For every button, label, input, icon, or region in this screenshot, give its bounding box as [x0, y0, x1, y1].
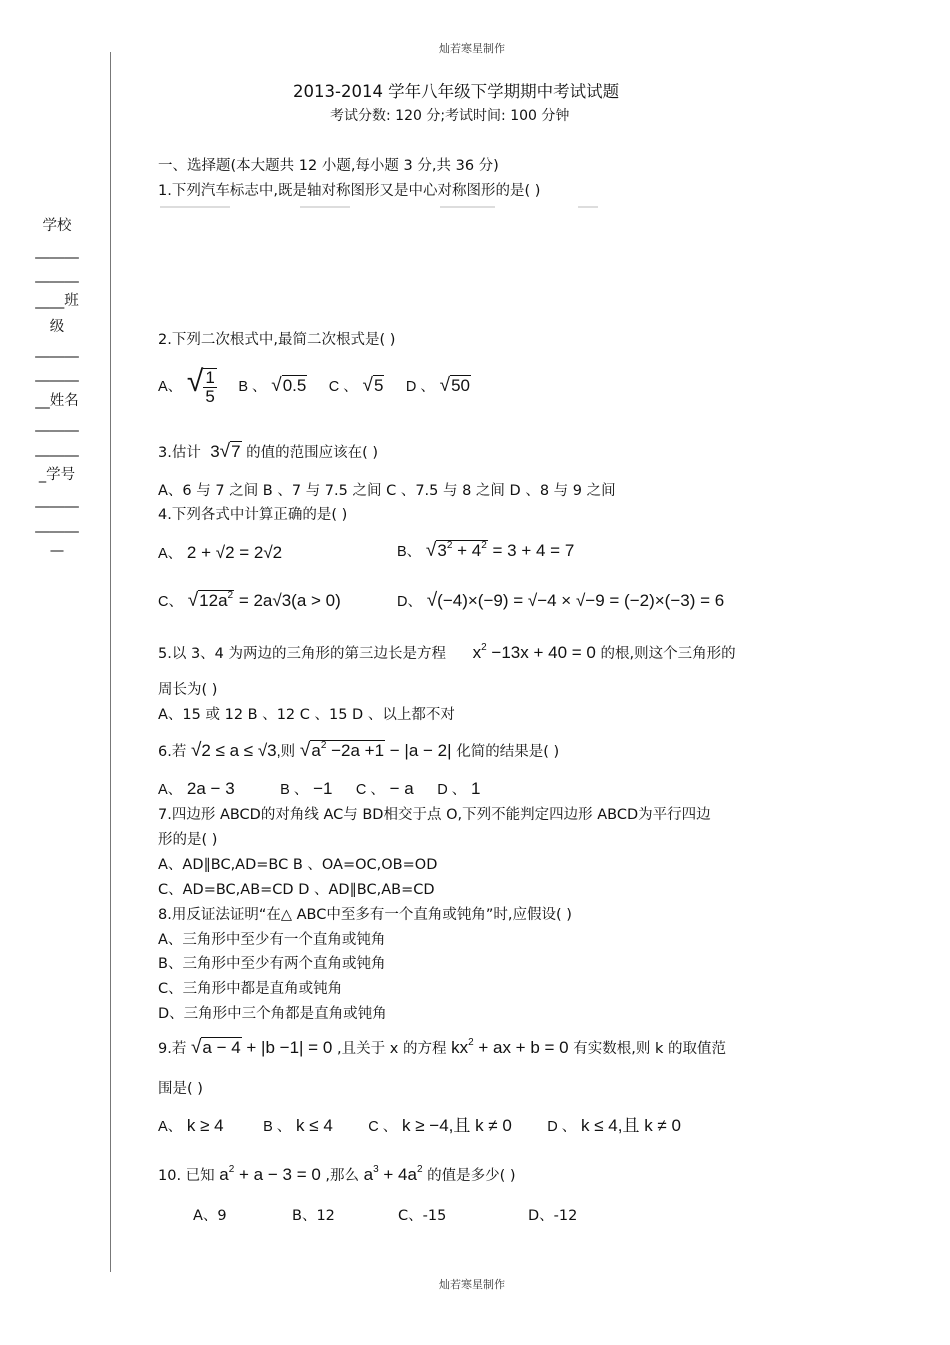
- radicand: 0.5: [282, 376, 307, 395]
- question-4-option-d: [397, 590, 724, 612]
- question-10-option-c: C、-15: [398, 1208, 447, 1224]
- question-4-option-c: [158, 590, 341, 612]
- option-d-value: k ≤ 4,且 k ≠ 0: [581, 1116, 681, 1135]
- page-title: 2013-2014 学年八年级下学期期中考试试题: [293, 82, 620, 101]
- question-7-options-cd: C、AD=BC,AB=CD D 、AD∥BC,AB=CD: [158, 882, 435, 898]
- option-b-label: B 、: [280, 782, 309, 798]
- radicand: [198, 590, 234, 610]
- radical-sign: √: [187, 590, 199, 611]
- sidebar-dash: —: [49, 543, 65, 559]
- radical-sign: √: [190, 740, 202, 761]
- question-2-options: [158, 365, 471, 406]
- radicand: a − 4: [202, 1038, 241, 1057]
- sidebar-student-id: _学号: [38, 467, 76, 483]
- question-10-option-d: D、-12: [528, 1208, 578, 1224]
- question-4-option-a: [158, 542, 282, 563]
- question-9-connector: ,且关于 x 的方程: [337, 1041, 447, 1057]
- radical-sign: √: [219, 441, 231, 462]
- question-10-suffix: 的值是多少( ): [427, 1168, 516, 1184]
- absolute-term: − |a − 2|: [389, 741, 452, 760]
- question-7-options-ab: A、AD∥BC,AD=BC B 、OA=OC,OB=OD: [158, 857, 438, 873]
- exponent: 2: [481, 642, 487, 653]
- header-watermark: 灿若寒星制作: [439, 42, 505, 55]
- question-8-option-b: B、三角形中至少有两个直角或钝角: [158, 956, 386, 972]
- exponent: 2: [446, 540, 453, 551]
- coefficient: 3: [210, 442, 220, 461]
- question-9: [158, 1037, 726, 1059]
- logo-placeholder: [300, 206, 350, 208]
- term: + 4a: [378, 1165, 417, 1184]
- option-a-math: 2 + √2 = 2√2: [186, 543, 283, 562]
- option-d-label: D 、: [547, 1119, 577, 1135]
- question-7-cont: 形的是( ): [158, 832, 218, 848]
- radical-sign: √: [425, 540, 437, 561]
- question-7: 7.四边形 ABCD的对角线 AC与 BD相交于点 O,下列不能判定四边形 ABCD为平行四边: [158, 807, 711, 823]
- question-10-equation: [219, 1165, 321, 1184]
- radicand: 5: [373, 376, 384, 395]
- option-b-label: B 、: [263, 1119, 292, 1135]
- question-6: [158, 740, 559, 762]
- option-d-label: D 、: [437, 782, 467, 798]
- option-d-math: (−4)×(−9) = √−4 × √−9 = (−2)×(−3) = 6: [437, 591, 725, 610]
- absolute-term: + |b −1| = 0: [241, 1038, 333, 1057]
- question-10-option-a: A、9: [193, 1208, 227, 1224]
- equation-rest: −13x + 40 = 0: [486, 643, 596, 662]
- question-9-options: [158, 1111, 681, 1136]
- radicand: [436, 540, 487, 560]
- question-9-cont: 围是( ): [158, 1081, 203, 1097]
- sidebar-blank: ______: [35, 416, 79, 432]
- question-3-suffix: 的值的范围应该在( ): [246, 445, 379, 461]
- exponent: 3: [373, 1164, 379, 1175]
- sidebar-blank: ______: [35, 492, 79, 508]
- variable: a: [219, 1165, 229, 1184]
- question-9-prefix: 9.若: [158, 1041, 187, 1057]
- question-9-equation: [451, 1038, 569, 1057]
- exponent: 2: [481, 540, 487, 551]
- sidebar-blank: ______: [35, 342, 79, 358]
- radical-sign: √: [299, 740, 311, 761]
- question-9-math: [191, 1038, 337, 1057]
- radical-sign: √: [439, 375, 451, 396]
- variable: x: [472, 643, 482, 662]
- question-5-options: A、15 或 12 B 、12 C 、15 D 、以上都不对: [158, 707, 455, 723]
- question-3-prefix: 3.估计: [158, 445, 201, 461]
- option-c-label: C、: [158, 594, 183, 610]
- question-5-cont: 周长为( ): [158, 682, 218, 698]
- logo-placeholder: [440, 206, 495, 208]
- footer-watermark: 灿若寒星制作: [439, 1278, 505, 1291]
- sidebar-blank: ______: [35, 517, 79, 533]
- term: kx: [451, 1038, 469, 1057]
- question-10-prefix: 10. 已知: [158, 1168, 215, 1184]
- question-4-option-b: [397, 540, 574, 562]
- option-a-label: A、: [158, 782, 183, 798]
- option-b-value: k ≤ 4: [296, 1116, 333, 1135]
- term: 12a: [199, 591, 228, 610]
- radicand-rest: −2a +1: [326, 741, 385, 760]
- option-c-result: = 2a√3(a > 0): [234, 591, 341, 610]
- term: + 4: [452, 541, 482, 560]
- section-heading: 一、选择题(本大题共 12 小题,每小题 3 分,共 36 分): [158, 158, 499, 174]
- question-4: 4.下列各式中计算正确的是( ): [158, 507, 348, 523]
- question-8-option-a: A、三角形中至少有一个直角或钝角: [158, 932, 386, 948]
- option-a-value: 2a − 3: [186, 779, 235, 798]
- radicand: [310, 740, 385, 760]
- radical-sign: √: [190, 1037, 202, 1058]
- radical-sign: √: [362, 375, 373, 396]
- binding-line: [110, 52, 111, 1272]
- question-3-options: A、6 与 7 之间 B 、7 与 7.5 之间 C 、7.5 与 8 之间 D 、8 与 9 之间: [158, 483, 616, 499]
- option-c-value: k ≥ −4,且 k ≠ 0: [401, 1116, 512, 1135]
- option-b-label: B、: [397, 544, 422, 560]
- logo-placeholder: [578, 206, 598, 208]
- radical-sign: √: [186, 365, 204, 398]
- sidebar-blank: ______: [35, 243, 79, 259]
- option-b-value: −1: [313, 779, 333, 798]
- exponent: 2: [468, 1037, 474, 1048]
- question-6-math: [191, 741, 456, 760]
- exponent: 2: [227, 590, 234, 601]
- logo-placeholder: [160, 206, 230, 208]
- radicand: 50: [451, 376, 470, 395]
- sidebar-class-cont: 级: [49, 319, 65, 335]
- question-10-connector: ,那么: [325, 1168, 360, 1184]
- question-8: 8.用反证法证明“在△ ABC中至多有一个直角或钝角”时,应假设( ): [158, 907, 572, 923]
- radical-sign: √: [426, 590, 438, 611]
- option-c-label: C 、: [368, 1119, 398, 1135]
- question-1: 1.下列汽车标志中,既是轴对称图形又是中心对称图形的是( ): [158, 183, 541, 199]
- question-10: [158, 1164, 516, 1185]
- base: 3: [437, 541, 447, 560]
- question-5-equation: [473, 643, 596, 662]
- option-c-label: C 、: [355, 782, 385, 798]
- question-8-option-c: C、三角形中都是直角或钝角: [158, 981, 343, 997]
- equation-rest: + a − 3 = 0: [234, 1165, 321, 1184]
- sidebar-blank: ______: [35, 441, 79, 457]
- question-6-prefix: 6.若: [158, 744, 187, 760]
- option-a-label: A、: [158, 1119, 183, 1135]
- sidebar-blank: ______: [35, 366, 79, 382]
- option-b-label: B 、: [238, 379, 267, 395]
- sidebar-blank: ______: [35, 267, 79, 283]
- question-2: 2.下列二次根式中,最简二次根式是( ): [158, 332, 396, 348]
- variable: a: [311, 741, 321, 760]
- radicand: 7: [231, 442, 241, 461]
- option-b-result: = 3 + 4 = 7: [487, 541, 575, 560]
- page-subtitle: 考试分数: 120 分;考试时间: 100 分钟: [330, 108, 570, 124]
- radical-sign: √: [271, 375, 282, 396]
- inequality: 2 ≤ a ≤ √3: [201, 741, 277, 760]
- denominator: 5: [205, 386, 215, 406]
- question-5-suffix: 的根,则这个三角形的: [600, 646, 736, 662]
- option-d-value: 1: [470, 779, 481, 798]
- question-9-suffix: 有实数根,则 k 的取值范: [573, 1041, 726, 1057]
- question-3: [158, 441, 378, 463]
- option-a-label: A、: [158, 546, 183, 562]
- fraction: [203, 368, 216, 406]
- option-a-label: A、: [158, 379, 183, 395]
- option-d-label: D 、: [405, 379, 435, 395]
- question-6-suffix: 化简的结果是( ): [456, 744, 560, 760]
- question-10-expression: [364, 1165, 423, 1184]
- variable: a: [363, 1165, 374, 1184]
- option-c-value: − a: [389, 779, 414, 798]
- option-a-value: k ≥ 4: [186, 1116, 224, 1135]
- question-8-option-d: D、三角形中三个角都是直角或钝角: [158, 1006, 387, 1022]
- exponent: 2: [320, 740, 327, 751]
- question-10-option-b: B、12: [292, 1208, 335, 1224]
- sidebar-class: ____班: [35, 293, 79, 309]
- exponent: 2: [416, 1164, 423, 1175]
- sidebar-school: 学校: [42, 218, 72, 234]
- question-5-prefix: 5.以 3、4 为两边的三角形的第三边长是方程: [158, 646, 447, 662]
- option-d-label: D、: [397, 594, 422, 610]
- equation-rest: + ax + b = 0: [473, 1038, 569, 1057]
- question-6-options: [158, 778, 480, 799]
- question-3-math: [205, 442, 241, 461]
- exponent: 2: [228, 1164, 235, 1175]
- question-5: [158, 642, 736, 663]
- option-c-label: C 、: [328, 379, 358, 395]
- numerator: 1: [205, 367, 215, 387]
- sidebar-name: __姓名: [35, 393, 79, 409]
- connector: ,则: [276, 744, 296, 760]
